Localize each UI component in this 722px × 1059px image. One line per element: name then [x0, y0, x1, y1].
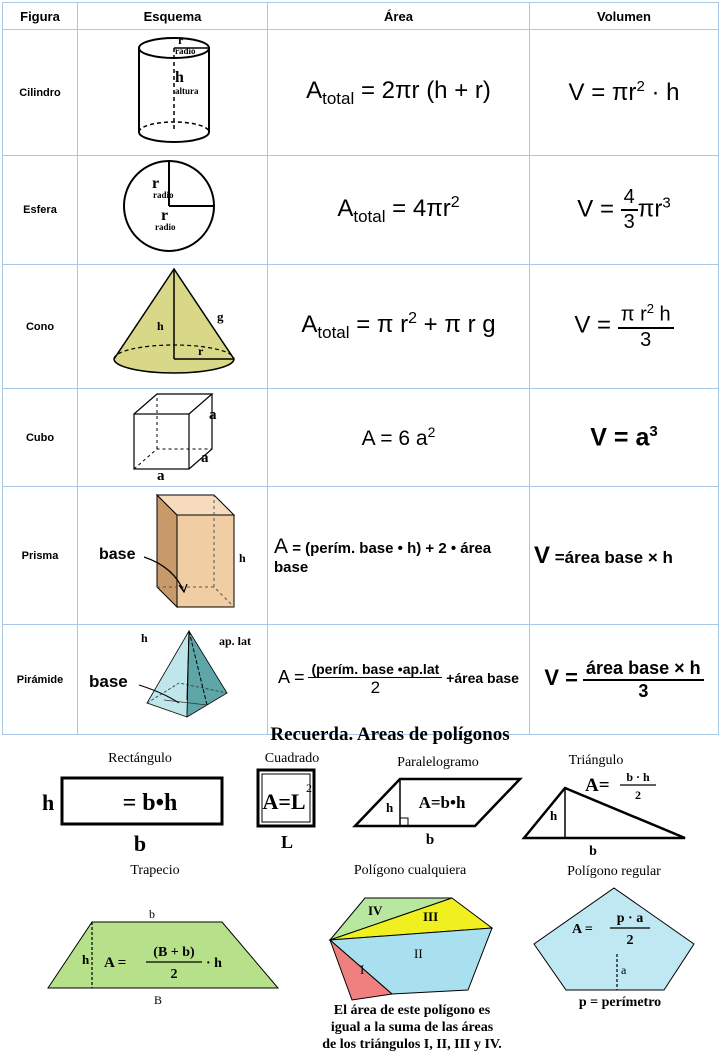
- tri-title: Triángulo: [568, 753, 624, 768]
- volume-exp: 3: [662, 194, 671, 212]
- figure-name: Prisma: [3, 487, 78, 625]
- regular-A: A =: [572, 922, 593, 937]
- tri-den: 2: [635, 788, 641, 802]
- regular-title: Polígono regular: [567, 864, 661, 879]
- area-rhs1: = π r: [356, 311, 409, 339]
- area-fraction: [308, 661, 442, 698]
- figure-name: Esfera: [3, 156, 78, 265]
- trap-title: Trapecio: [130, 863, 180, 878]
- square-exp: 2: [306, 781, 312, 795]
- sphere-diagram: [78, 156, 268, 265]
- volume-fraction: [583, 658, 704, 702]
- area-formula: [268, 156, 530, 265]
- area-exp: 2: [408, 310, 418, 328]
- para-title: Paralelogramo: [397, 755, 479, 770]
- square-title: Cuadrado: [264, 751, 320, 766]
- anypoly-IV: IV: [368, 903, 383, 918]
- fraction-num: π r: [620, 303, 647, 326]
- trap-b: b: [149, 907, 155, 921]
- fraction-num-exp: 2: [646, 301, 654, 317]
- volume-exp: 2: [636, 78, 645, 95]
- rect-h: h: [42, 790, 55, 815]
- label-r: r: [197, 344, 203, 358]
- label-a2: a: [200, 450, 208, 466]
- fraction-den: 3: [640, 328, 652, 351]
- label-h: h: [156, 319, 164, 333]
- regular-num: p · a: [616, 911, 644, 926]
- label-radio1: radio: [152, 190, 174, 200]
- row-prisma: [3, 487, 719, 625]
- anypoly-III: III: [423, 909, 439, 924]
- square-formula: A=L: [262, 789, 306, 814]
- header-figura: Figura: [3, 3, 78, 30]
- rect-title: Rectángulo: [108, 751, 172, 766]
- label-base: base: [98, 546, 135, 563]
- formula-table: [2, 2, 719, 735]
- row-cono: [3, 265, 719, 389]
- fraction-den: 3: [638, 680, 649, 701]
- rect-formula: = b•h: [122, 790, 178, 816]
- trap-den: 2: [170, 967, 178, 982]
- volume-lhs: V =: [577, 195, 614, 223]
- volume-fraction: [618, 301, 674, 352]
- header-row: [3, 3, 719, 30]
- area-symbol: A: [306, 76, 323, 104]
- regular-p: p = perímetro: [578, 995, 662, 1010]
- fraction-den: 3: [621, 209, 638, 234]
- area-formula: [268, 487, 530, 625]
- trap-num: (B + b): [153, 945, 195, 960]
- header-area: Área: [268, 3, 530, 30]
- para-h: h: [386, 800, 394, 815]
- fraction-num: (perím. base •ap.lat: [308, 661, 442, 678]
- row-esfera: [3, 156, 719, 265]
- area-rest: +área base: [446, 670, 519, 687]
- volume-lhs: V =: [574, 311, 612, 339]
- section-title: Recuerda. Areas de polígonos: [270, 724, 510, 745]
- label-h: h: [238, 551, 246, 565]
- label-r: r: [177, 33, 183, 47]
- tri-h: h: [550, 808, 558, 823]
- volume-formula: [530, 389, 719, 487]
- label-h: h: [140, 631, 148, 645]
- volume-symbol: V: [534, 541, 551, 569]
- label-r2: r: [160, 207, 168, 224]
- area-rhs: = 2πr (h + r): [360, 76, 491, 104]
- label-g: g: [216, 309, 223, 324]
- tri-b: b: [589, 844, 597, 859]
- trap-times: · h: [206, 956, 222, 971]
- volume-text: V = πr: [568, 79, 637, 106]
- label-radio: radio: [174, 46, 196, 56]
- area-formula: [268, 389, 530, 487]
- anypoly-note2: igual a la suma de las áreas: [330, 1020, 494, 1035]
- figure-name: Cono: [3, 265, 78, 389]
- area-rhs: = 4πr: [392, 194, 451, 222]
- fraction-num-rest: h: [653, 303, 671, 326]
- volume-formula: [530, 156, 719, 265]
- area-symbol: A =: [278, 667, 305, 688]
- cone-diagram: [78, 265, 268, 389]
- volume-fraction: [621, 186, 638, 234]
- area-rhs2: + π r g: [417, 311, 496, 339]
- fraction-num: 4: [623, 186, 635, 208]
- prism-diagram: [78, 487, 268, 625]
- regular-a: a: [621, 963, 627, 977]
- tri-num: b · h: [626, 770, 650, 784]
- anypoly-note1: El área de este polígono es: [333, 1003, 491, 1018]
- area-formula: [268, 265, 530, 389]
- label-a1: a: [208, 407, 216, 423]
- figure-name: Cilindro: [3, 30, 78, 156]
- row-cilindro: [3, 30, 719, 156]
- label-a3: a: [156, 468, 164, 481]
- volume-lhs: V =: [544, 664, 579, 690]
- area-subscript: total: [322, 88, 355, 108]
- para-b: b: [425, 832, 435, 848]
- volume-formula: [530, 487, 719, 625]
- area-symbol: A: [301, 311, 318, 339]
- area-subscript: total: [317, 322, 350, 342]
- area-subscript: total: [353, 206, 386, 226]
- anypoly-I: I: [360, 962, 365, 977]
- volume-formula: [530, 30, 719, 156]
- regular-den: 2: [626, 933, 634, 948]
- area-symbol: A: [337, 194, 354, 222]
- anypoly-note3: de los triángulos I, II, III y IV.: [322, 1037, 502, 1052]
- label-radio2: radio: [154, 222, 176, 232]
- area-formula: [268, 30, 530, 156]
- anypoly-title: Polígono cualquiera: [353, 863, 467, 878]
- fraction-den: 2: [370, 678, 381, 697]
- label-base: base: [88, 672, 128, 691]
- volume-formula: [530, 265, 719, 389]
- volume-rest: πr: [637, 195, 663, 223]
- trap-B: B: [153, 993, 163, 1007]
- volume-text: V = a: [590, 423, 650, 452]
- label-r1: r: [151, 175, 159, 192]
- label-altura: altura: [174, 86, 198, 96]
- label-ap: ap. lat: [218, 634, 251, 648]
- volume-rest: =área base × h: [554, 547, 673, 567]
- regular-shape: [534, 888, 694, 990]
- cube-diagram: [78, 389, 268, 487]
- anypoly-II: II: [414, 946, 423, 961]
- figure-name: Pirámide: [3, 625, 78, 735]
- trap-h: h: [82, 952, 90, 967]
- volume-rest: · h: [644, 79, 680, 106]
- label-h: h: [174, 69, 184, 86]
- header-volumen: Volumen: [530, 3, 719, 30]
- tri-A: A=: [585, 775, 610, 796]
- area-rest: = (perím. base • h) + 2 • área base: [274, 540, 492, 576]
- figure-name: Cubo: [3, 389, 78, 487]
- square-L: L: [280, 832, 294, 852]
- header-esquema: Esquema: [78, 3, 268, 30]
- polygon-areas-section: [0, 718, 722, 1059]
- fraction-num: área base × h: [583, 658, 704, 681]
- area-exp: 2: [450, 193, 460, 211]
- area-exp: 2: [427, 424, 436, 440]
- para-formula: A=b•h: [418, 793, 466, 812]
- trap-A: A =: [104, 955, 127, 971]
- area-text: A = 6 a: [361, 427, 428, 450]
- volume-exp: 3: [649, 422, 658, 440]
- row-cubo: [3, 389, 719, 487]
- rect-b: b: [133, 831, 147, 856]
- area-symbol: A: [274, 535, 289, 558]
- cylinder-diagram: [78, 30, 268, 156]
